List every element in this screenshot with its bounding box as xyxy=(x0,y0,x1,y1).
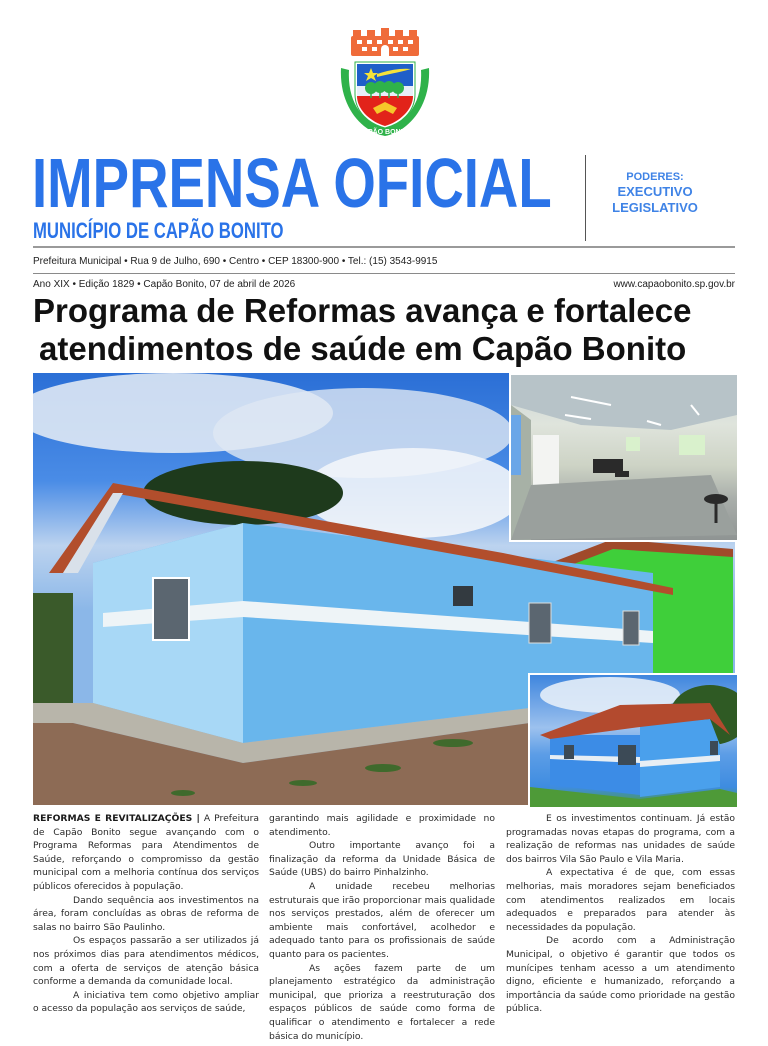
masthead-subtitle: MUNICÍPIO DE CAPÃO BONITO xyxy=(33,218,284,243)
article-headline xyxy=(33,292,735,368)
header-rule xyxy=(33,246,735,248)
powers-box xyxy=(590,170,720,216)
edition-line: Ano XIX • Edição 1829 • Capão Bonito, 07 de abril de 2026 xyxy=(33,279,296,290)
paragraph: Os espaços passarão a ser utilizados já nos próximos dias para atendimentos médicos, com a oferta de serviços de atenção básica conforme a demanda da comunidade local. xyxy=(33,935,259,988)
house-photo-illustration xyxy=(530,675,737,807)
paragraph: garantindo mais agilidade e proximidade no atendimento. xyxy=(269,813,495,838)
paragraph xyxy=(33,812,259,894)
coat-of-arms-logo xyxy=(333,28,437,140)
article-column-2 xyxy=(269,812,495,1043)
powers-label: PODERES: xyxy=(626,171,684,183)
paragraph: A expectativa é de que, com essas melhorias, mais moradores sejam beneficiados com atendimentos realizados em locais adequados e preparados para atender às necessidades da população. xyxy=(506,867,735,933)
paragraph: A iniciativa tem como objetivo ampliar o acesso da população aos serviços de saúde, xyxy=(33,989,259,1015)
paragraph-text: A Prefeitura de Capão Bonito segue avançando com o Programa Reformas para Atendimentos de Saúde, reforçando o compromisso da gestão municipal com a melhoria contínua dos serviços públicos oferecidos à população. xyxy=(33,813,259,892)
inset-room-photo xyxy=(509,373,739,542)
room-photo-illustration xyxy=(511,375,737,540)
article-column-1 xyxy=(33,812,259,1016)
paragraph: De acordo com a Administração Municipal, o objetivo é garantir que todos os munícipes tenham acesso a um atendimento digno, eficiente e humanizado, reforçando a importância da saúde como prioridade na gestão pública. xyxy=(506,935,735,1015)
masthead-title: IMPRENSA OFICIAL xyxy=(32,144,552,222)
paragraph: E os investimentos continuam. Já estão programadas novas etapas do programa, com a realização de reformas nas unidades de saúde dos bairros Vila São Paulo e Vila Maria. xyxy=(506,813,735,865)
paragraph: As ações fazem parte de um planejamento estratégico da administração municipal, que prioriza a reestruturação dos espaços públicos de saúde como forma de qualificar o atendimento e fortalecer a rede básica do município. xyxy=(269,962,495,1042)
headline-line-2: atendimentos de saúde em Capão Bonito xyxy=(39,330,687,367)
paragraph: A unidade recebeu melhorias estruturais que irão proporcionar mais qualidade nos serviços prestados, além de oferecer um ambiente mais confortável, acolhedor e adequado tanto para os profissionais de saúde quanto para os pacientes. xyxy=(269,880,495,960)
info-rule xyxy=(33,273,735,274)
paragraph: Outro importante avanço foi a finalização da reforma da Unidade Básica de Saúde (UBS) do bairro Pinhalzinho. xyxy=(269,840,495,879)
article-kicker: REFORMAS E REVITALIZAÇÕES | xyxy=(33,813,200,824)
masthead-divider xyxy=(585,155,586,241)
website-link[interactable]: www.capaobonito.sp.gov.br xyxy=(613,279,735,290)
svg-text:CAPÃO BONITO: CAPÃO BONITO xyxy=(357,129,413,136)
address-line: Prefeitura Municipal • Rua 9 de Julho, 690 • Centro • CEP 18300-900 • Tel.: (15) 3543-9915 xyxy=(33,256,438,267)
headline-line-1: Programa de Reformas avança e fortalece xyxy=(33,292,692,329)
article-column-3 xyxy=(506,812,735,1016)
inset-house-photo xyxy=(528,673,739,809)
paragraph: Dando sequência aos investimentos na área, foram concluídas as obras de reforma de salas no bairro São Paulinho. xyxy=(33,894,259,933)
power-executivo: EXECUTIVO xyxy=(617,184,693,199)
power-legislativo: LEGISLATIVO xyxy=(612,200,698,215)
crest-icon xyxy=(333,28,437,140)
